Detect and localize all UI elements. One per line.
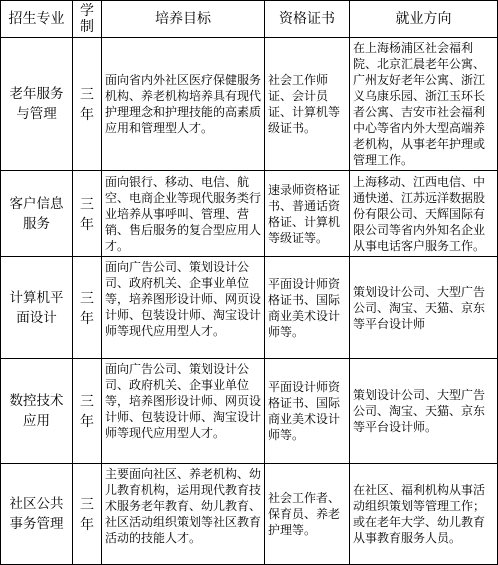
major-cell: 计算机平面设计 bbox=[1, 257, 73, 359]
cert-cell: 速录师资格证书、普通话资格证、计算机等级证等。 bbox=[265, 171, 350, 257]
goal-cell: 面向省内外社区医疗保健服务机构、养老机构培养具有现代护理理念和护理技能的高素质应用和管理型人才。 bbox=[102, 38, 265, 171]
header-goal: 培养目标 bbox=[102, 1, 265, 38]
cert-cell: 社会工作者、保育员、养老护理等。 bbox=[265, 464, 350, 565]
major-cell: 数控技术应用 bbox=[1, 359, 73, 464]
years-cell: 三年 bbox=[73, 257, 102, 359]
career-cell: 在上海杨浦区社会福利院、北京汇晨老年公寓、广州友好老年公寓、浙江义乌康乐园、浙江玉环长者公寓、吉安市社会福利中心等省内外大型高端养老机构，从事老年护理或管理工作。 bbox=[350, 38, 498, 171]
career-cell: 在社区、福利机构从事活动组织策划等管理工作；或在老年大学、幼儿教育从事教育服务人员。 bbox=[350, 464, 498, 565]
table-row bbox=[1, 38, 498, 171]
years-cell: 三年 bbox=[73, 464, 102, 565]
header-major: 招生专业 bbox=[1, 1, 73, 38]
goal-cell: 面向银行、移动、电信、航空、电商企业等现代服务类行业培养从事呼叫、管理、营销、售后服务的复合型应用人才。 bbox=[102, 171, 265, 257]
table-row bbox=[1, 359, 498, 464]
table-row bbox=[1, 171, 498, 257]
career-cell: 策划设计公司、大型广告公司、淘宝、天猫、京东等平台设计师 bbox=[350, 257, 498, 359]
header-row bbox=[1, 1, 498, 38]
goal-cell: 面向广告公司、策划设计公司、政府机关、企事业单位等，培养图形设计师、网页设计师、包装设计师、淘宝设计师等现代应用型人才。 bbox=[102, 359, 265, 464]
years-cell: 三年 bbox=[73, 171, 102, 257]
header-career: 就业方向 bbox=[350, 1, 498, 38]
goal-cell: 面向广告公司、策划设计公司、政府机关、企事业单位等，培养图形设计师、网页设计师、包装设计师、淘宝设计师等现代应用型人才。 bbox=[102, 257, 265, 359]
cert-cell: 平面设计师资格证书、国际商业美术设计师等。 bbox=[265, 359, 350, 464]
major-cell: 老年服务与管理 bbox=[1, 38, 73, 171]
header-cert: 资格证书 bbox=[265, 1, 350, 38]
career-cell: 策划设计公司、大型广告公司、淘宝、天猫、京东等平台设计师。 bbox=[350, 359, 498, 464]
cert-cell: 社会工作师证、会计员证、计算机等级证书。 bbox=[265, 38, 350, 171]
career-cell: 上海移动、江西电信、中通快递、江苏远洋数据股份有限公司、天辉国际有限公司等省内外知名企业从事电话客户服务工作。 bbox=[350, 171, 498, 257]
table-row bbox=[1, 464, 498, 565]
major-cell: 客户信息服务 bbox=[1, 171, 73, 257]
years-cell: 三年 bbox=[73, 359, 102, 464]
cert-cell: 平面设计师资格证书、国际商业美术设计师等。 bbox=[265, 257, 350, 359]
header-years: 学制 bbox=[73, 1, 102, 38]
table-row bbox=[1, 257, 498, 359]
major-cell: 社区公共事务管理 bbox=[1, 464, 73, 565]
goal-cell: 主要面向社区、养老机构、幼儿教育机构，运用现代教育技术服务老年教育、幼儿教育、社区活动组织策划等社区教育活动的技能人才。 bbox=[102, 464, 265, 565]
years-cell: 三年 bbox=[73, 38, 102, 171]
